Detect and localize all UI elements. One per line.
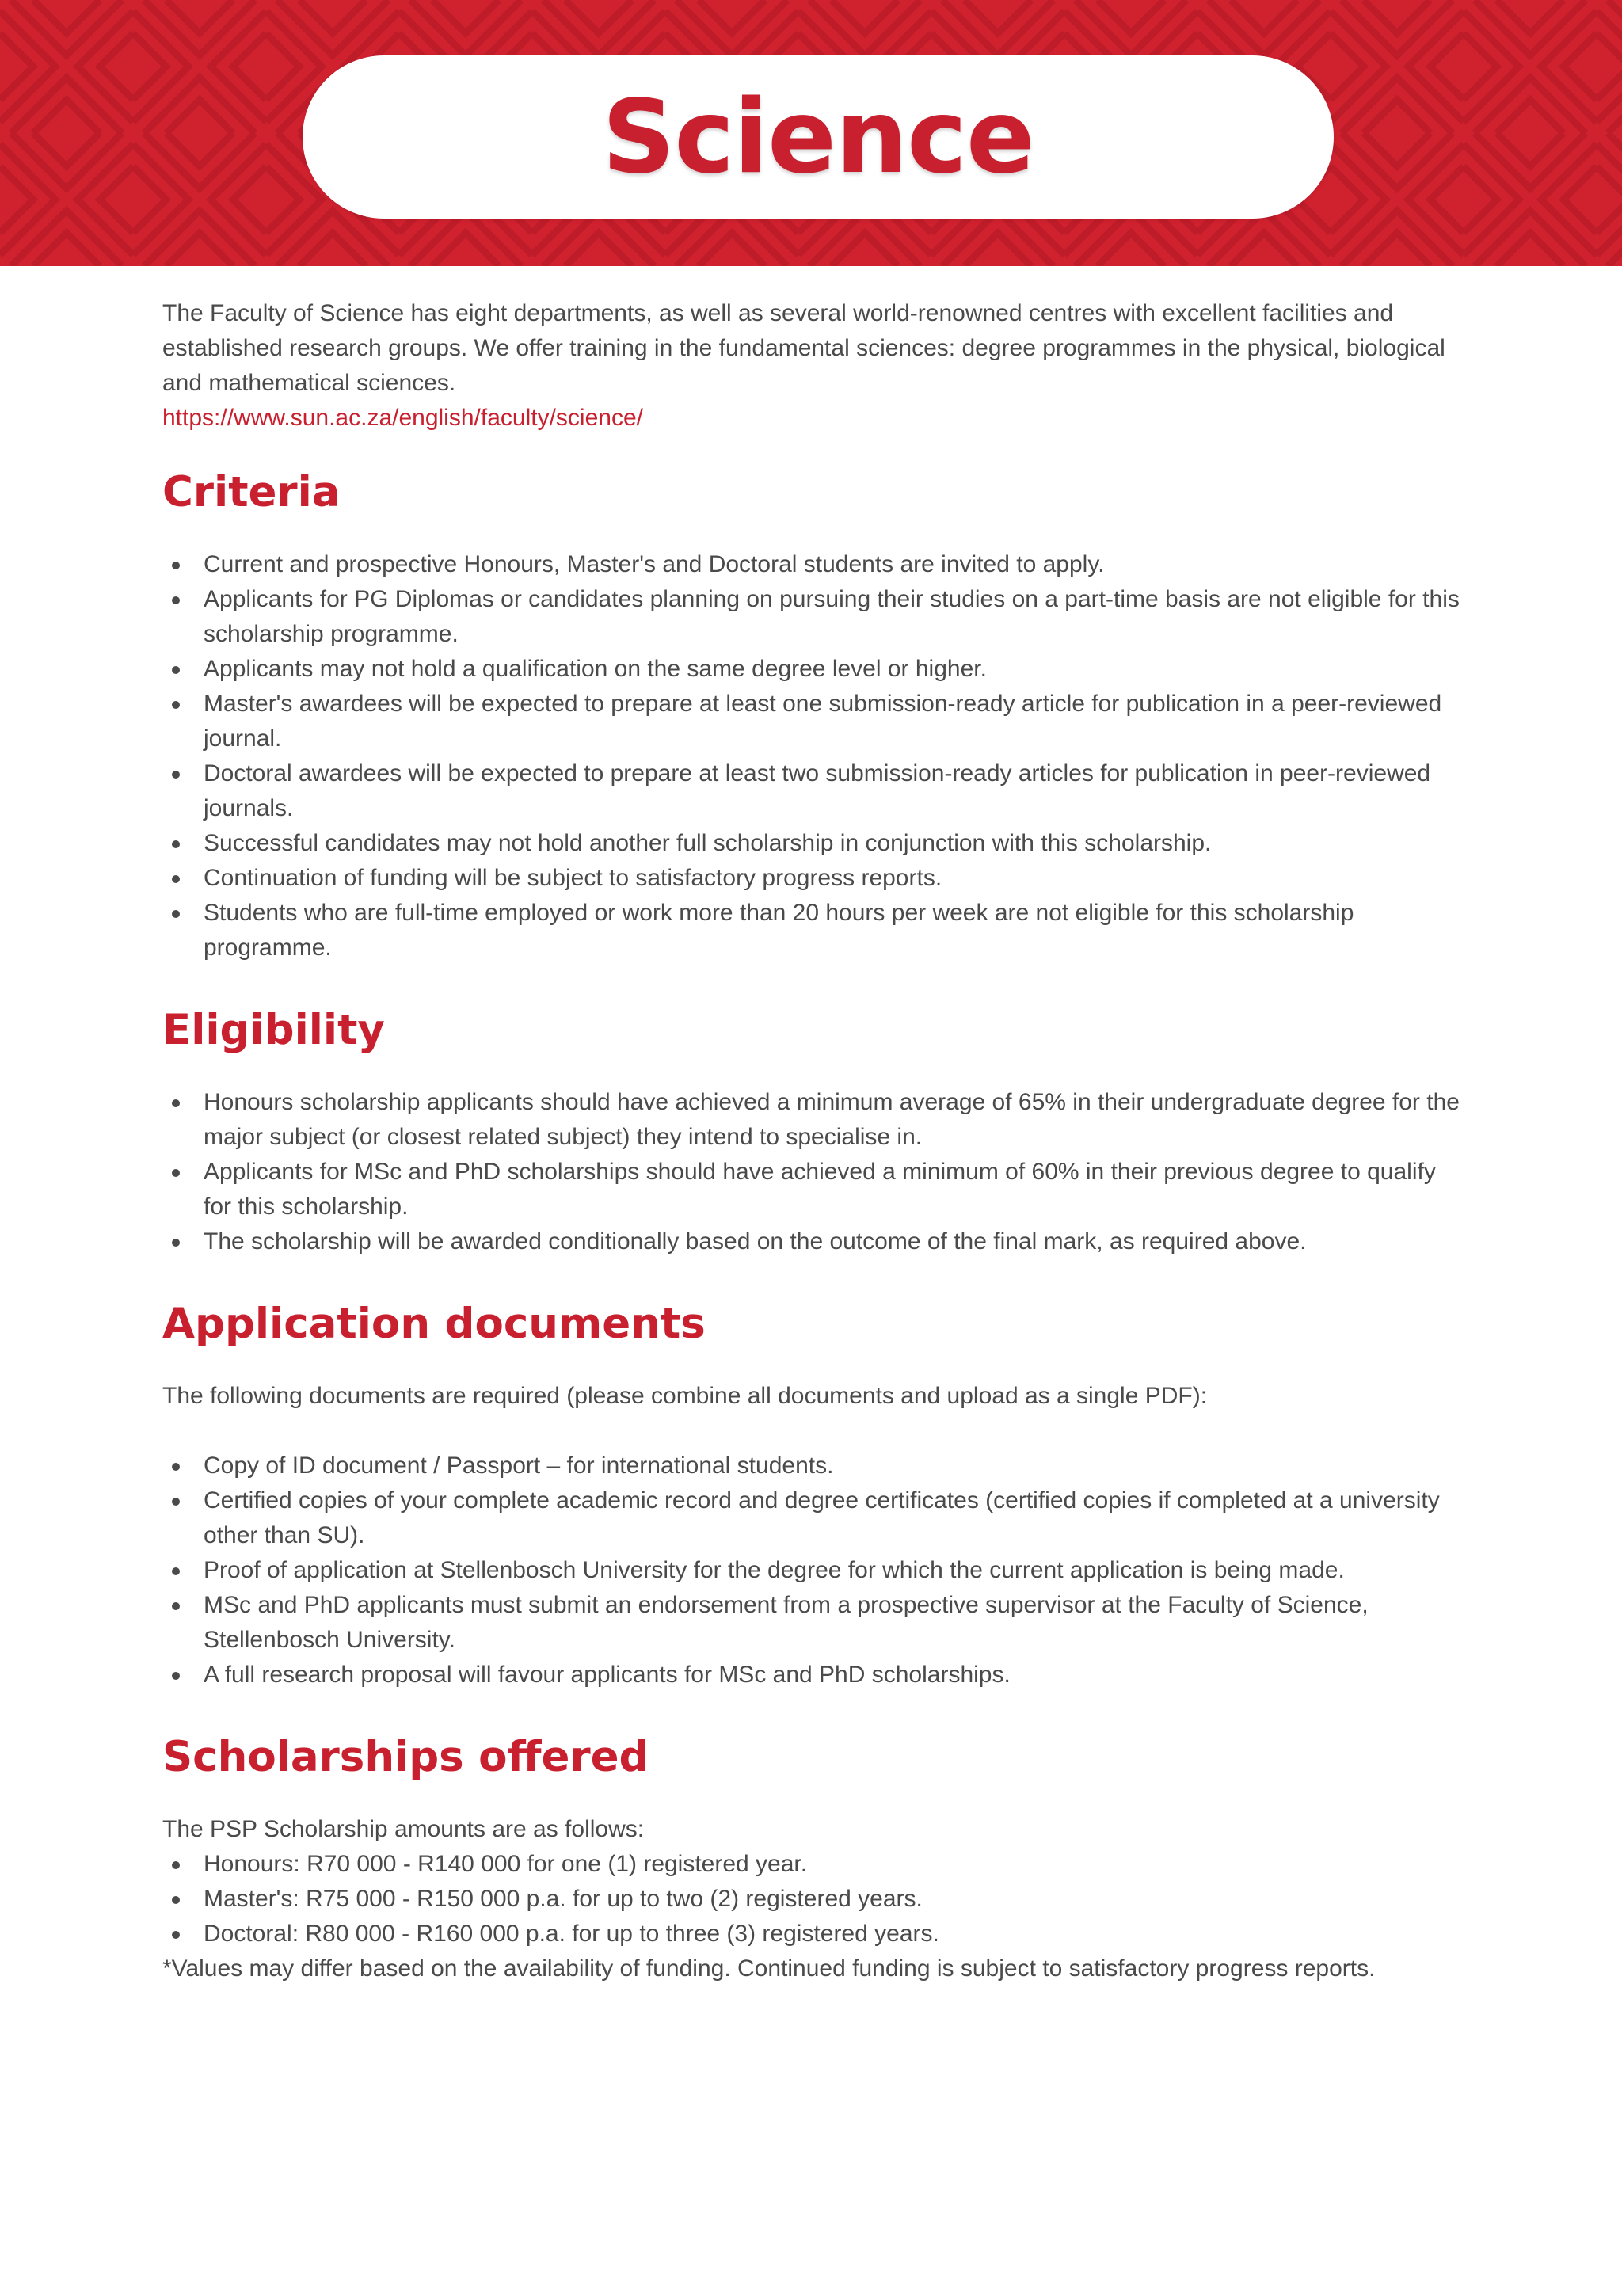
eligibility-heading: Eligibility: [162, 1006, 385, 1054]
intro-section: [162, 296, 1461, 436]
header-banner: [0, 0, 1622, 266]
list-item: Continuation of funding will be subject to satisfactory progress reports.: [162, 861, 1461, 896]
list-item: The scholarship will be awarded conditionally based on the outcome of the final mark, as required above.: [162, 1224, 1461, 1259]
list-item: Successful candidates may not hold another full scholarship in conjunction with this scholarship.: [162, 826, 1461, 861]
documents-section: [162, 1299, 1461, 1692]
list-item: Certified copies of your complete academic record and degree certificates (certified copies if completed at a university other than SU).: [162, 1483, 1461, 1553]
list-item: Master's: R75 000 - R150 000 p.a. for up to two (2) registered years.: [162, 1882, 1461, 1917]
page-title: Science: [602, 78, 1034, 196]
list-item: Doctoral awardees will be expected to prepare at least two submission-ready articles for publication in peer-reviewed journals.: [162, 756, 1461, 826]
scholarships-heading: Scholarships offered: [162, 1733, 649, 1781]
eligibility-section: [162, 1005, 1461, 1259]
list-item: Current and prospective Honours, Master's and Doctoral students are invited to apply.: [162, 547, 1461, 582]
scholarships-intro: The PSP Scholarship amounts are as follows:: [162, 1816, 645, 1842]
scholarships-note: *Values may differ based on the availability of funding. Continued funding is subject to satisfactory progress reports.: [162, 1955, 1376, 1982]
list-item: Proof of application at Stellenbosch University for the degree for which the current application is being made.: [162, 1553, 1461, 1588]
criteria-list: [162, 547, 1461, 965]
list-item: Doctoral: R80 000 - R160 000 p.a. for up to three (3) registered years.: [162, 1917, 1461, 1951]
list-item: Master's awardees will be expected to prepare at least one submission-ready article for publication in a peer-reviewed journal.: [162, 687, 1461, 756]
list-item: Applicants may not hold a qualification on the same degree level or higher.: [162, 652, 1461, 687]
list-item: Students who are full-time employed or work more than 20 hours per week are not eligible for this scholarship programme.: [162, 896, 1461, 965]
eligibility-list: [162, 1085, 1461, 1259]
list-item: Copy of ID document / Passport – for international students.: [162, 1449, 1461, 1483]
documents-intro: The following documents are required (please combine all documents and upload as a single PDF):: [162, 1383, 1208, 1409]
main-content: [162, 296, 1461, 1986]
title-pill: [303, 55, 1334, 219]
list-item: MSc and PhD applicants must submit an endorsement from a prospective supervisor at the Faculty of Science, Stellenbosch University.: [162, 1588, 1461, 1658]
documents-list: [162, 1449, 1461, 1692]
list-item: Honours: R70 000 - R140 000 for one (1) registered year.: [162, 1847, 1461, 1882]
scholarships-list: [162, 1847, 1461, 1951]
intro-text: The Faculty of Science has eight departments, as well as several world-renowned centres with excellent facilities and established research groups. We offer training in the fundamental sciences: degree programmes in the physical, biological and mathematical sciences.: [162, 300, 1445, 396]
criteria-heading: Criteria: [162, 468, 341, 516]
list-item: Applicants for MSc and PhD scholarships should have achieved a minimum of 60% in their previous degree to qualify for this scholarship.: [162, 1155, 1461, 1224]
list-item: A full research proposal will favour applicants for MSc and PhD scholarships.: [162, 1658, 1461, 1692]
faculty-link[interactable]: https://www.sun.ac.za/english/faculty/science/: [162, 405, 643, 431]
list-item: Applicants for PG Diplomas or candidates planning on pursuing their studies on a part-time basis are not eligible for this scholarship programme.: [162, 582, 1461, 652]
criteria-section: [162, 467, 1461, 965]
documents-heading: Application documents: [162, 1300, 706, 1348]
list-item: Honours scholarship applicants should have achieved a minimum average of 65% in their undergraduate degree for the major subject (or closest related subject) they intend to specialise in.: [162, 1085, 1461, 1155]
scholarships-section: [162, 1732, 1461, 1986]
